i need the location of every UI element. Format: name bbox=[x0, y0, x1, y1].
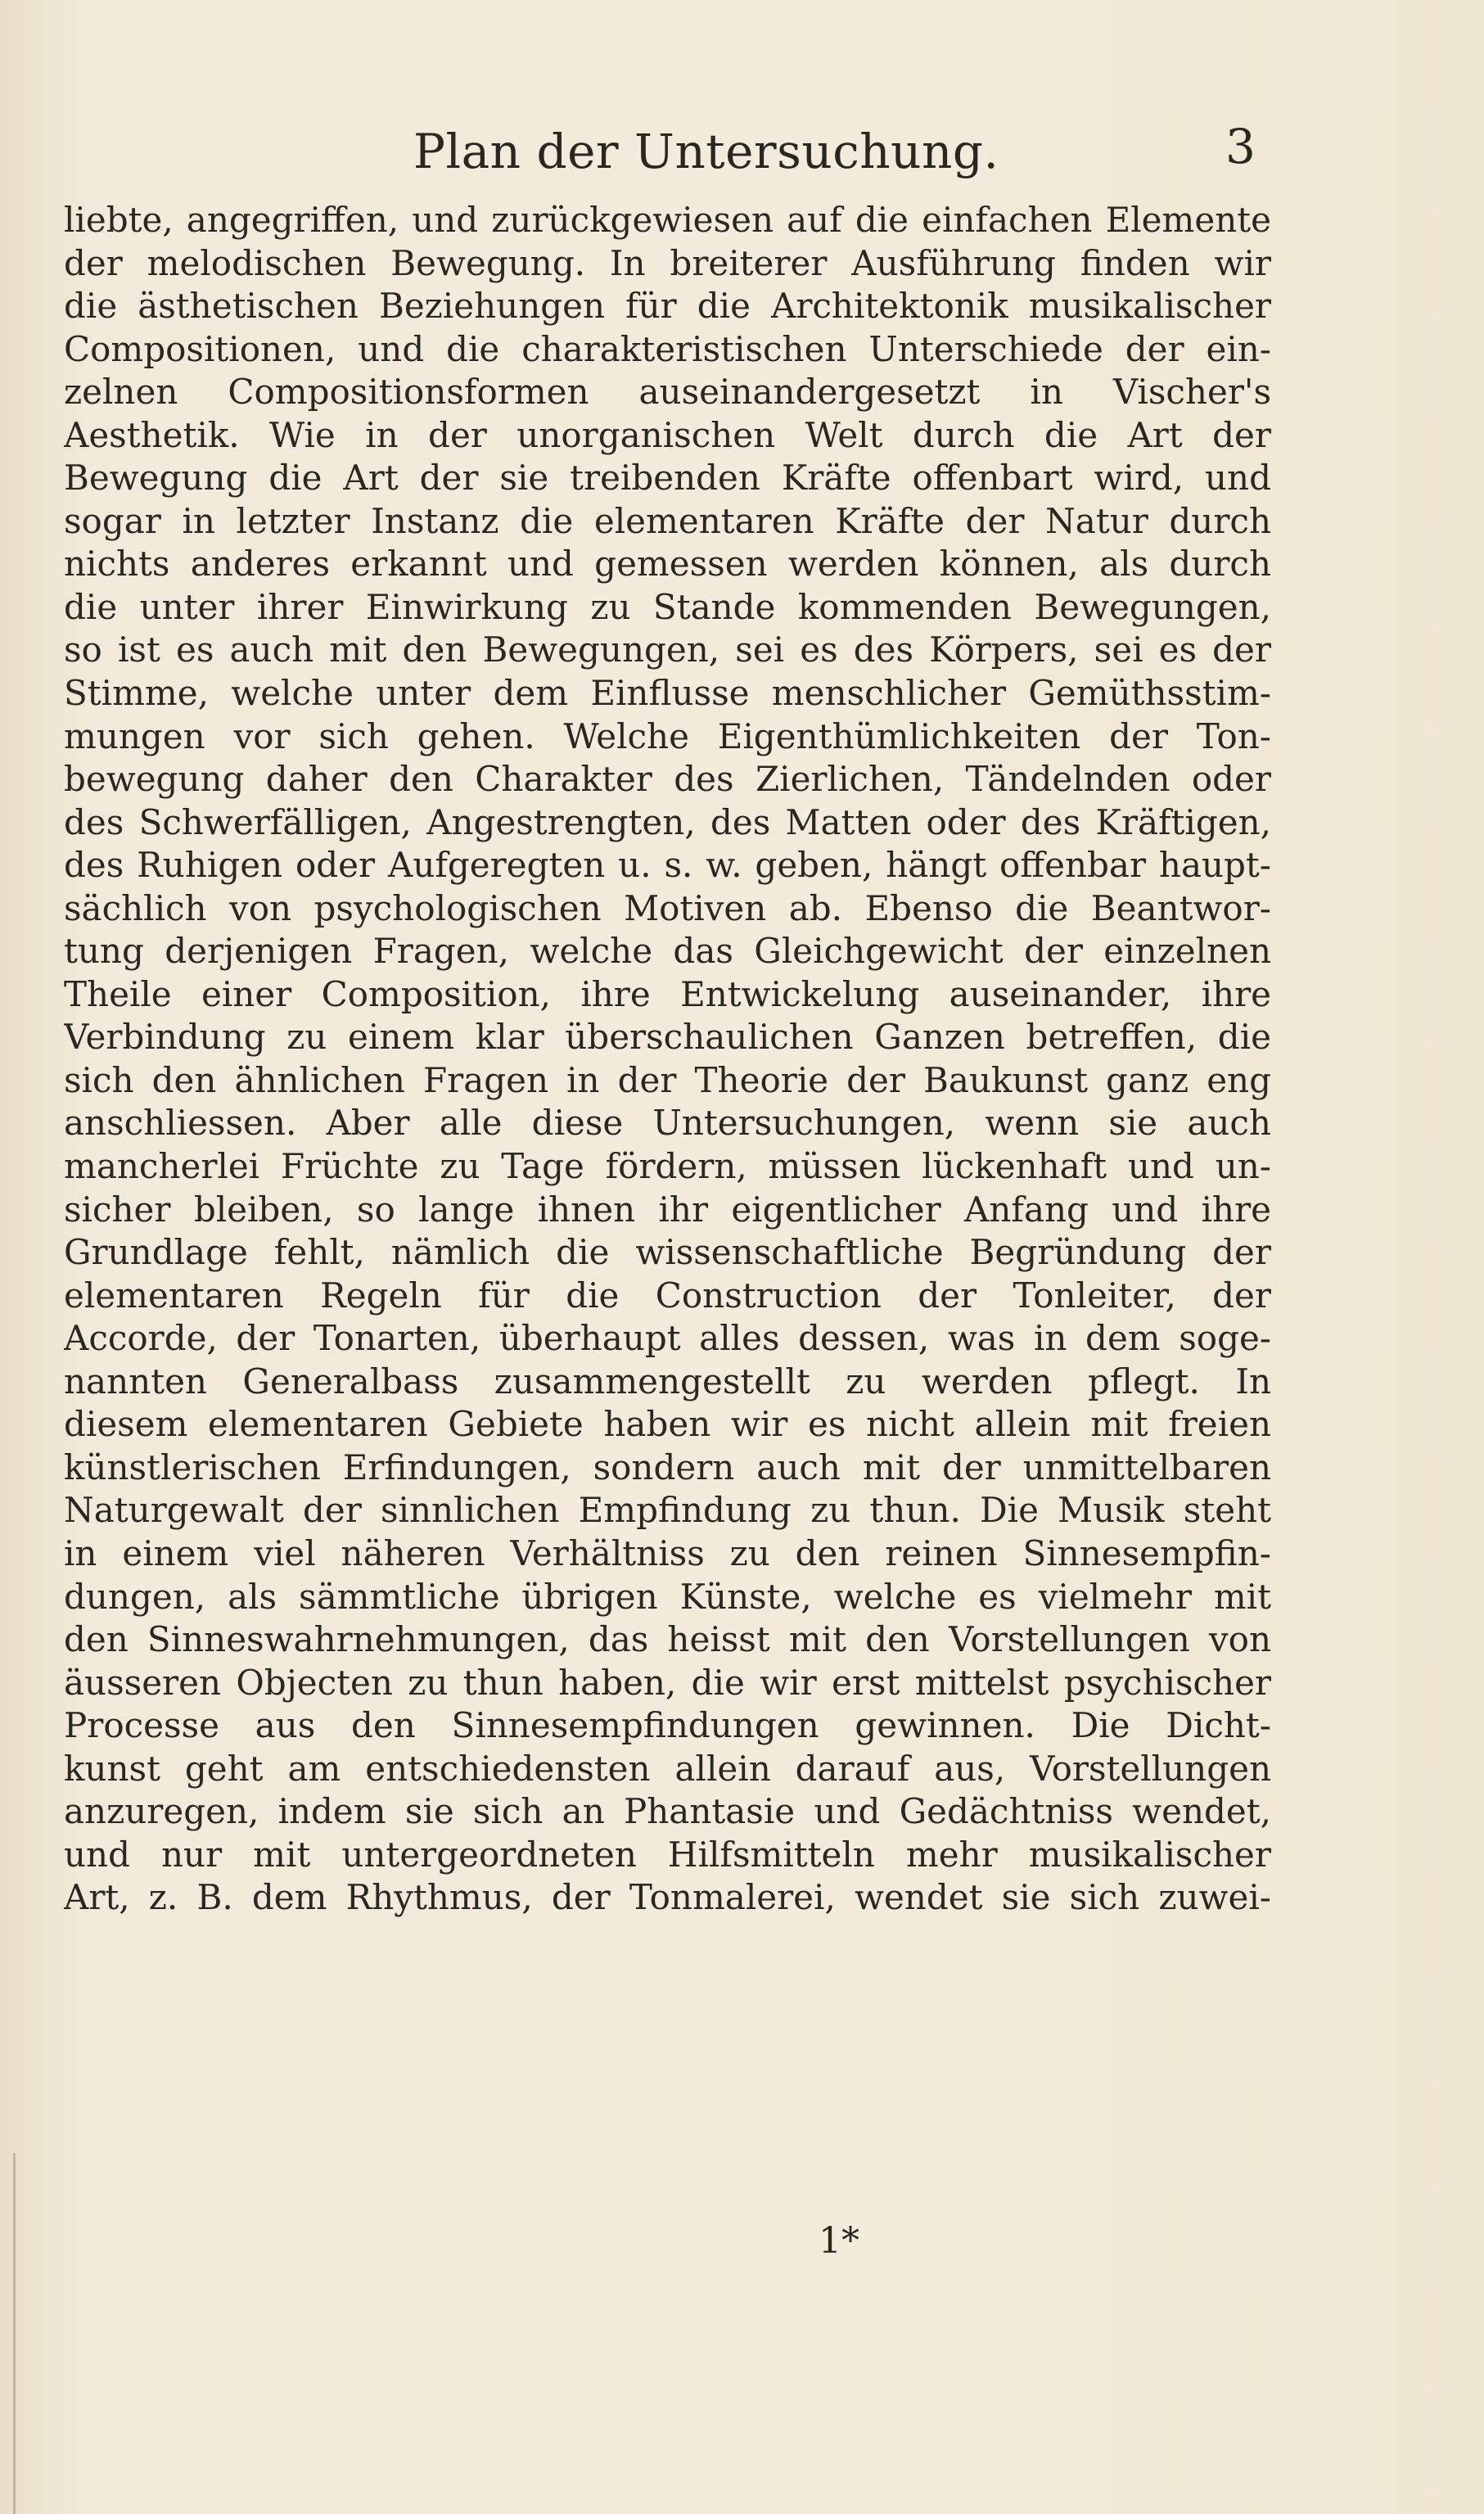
text-line: nannten Generalbass zusammengestellt zu werden pflegt. In bbox=[64, 1361, 1271, 1401]
text-line: sächlich von psychologischen Motiven ab. Ebenso die Beantwor- bbox=[64, 887, 1271, 928]
text-line: in einem viel näheren Verhältniss zu den reinen Sinnesempfin- bbox=[64, 1532, 1271, 1573]
text-line: sicher bleiben, so lange ihnen ihr eigentlicher Anfang und ihre bbox=[64, 1189, 1271, 1230]
text-line: Grundlage fehlt, nämlich die wissenschaftliche Begründung der bbox=[64, 1232, 1271, 1273]
text-line: mungen vor sich gehen. Welche Eigenthümlichkeiten der Ton- bbox=[64, 715, 1271, 756]
text-line: Art, z. B. dem Rhythmus, der Tonmalerei, wendet sie sich zuwei- bbox=[64, 1877, 1271, 1918]
page-header bbox=[0, 119, 1484, 188]
text-line: dungen, als sämmtliche übrigen Künste, welche es vielmehr mit bbox=[64, 1576, 1271, 1617]
text-line: sogar in letzter Instanz die elementaren Kräfte der Natur durch bbox=[64, 500, 1271, 541]
text-line: Verbindung zu einem klar überschaulichen Ganzen betreffen, die bbox=[64, 1017, 1271, 1058]
text-line: Compositionen, und die charakteristischen Unterschiede der ein- bbox=[64, 328, 1271, 369]
text-line: äusseren Objecten zu thun haben, die wir erst mittelst psychischer bbox=[64, 1662, 1271, 1703]
text-line: die unter ihrer Einwirkung zu Stande kommenden Bewegungen, bbox=[64, 586, 1271, 627]
text-line: der melodischen Bewegung. In breiterer Ausführung finden wir bbox=[64, 242, 1271, 283]
text-line: bewegung daher den Charakter des Zierlichen, Tändelnden oder bbox=[64, 759, 1271, 800]
text-line: Naturgewalt der sinnlichen Empfindung zu thun. Die Musik steht bbox=[64, 1490, 1271, 1531]
text-line: nichts anderes erkannt und gemessen werden können, als durch bbox=[64, 544, 1271, 584]
text-line: elementaren Regeln für die Construction der Tonleiter, der bbox=[64, 1275, 1271, 1316]
running-title: Plan der Untersuchung. bbox=[413, 124, 999, 179]
text-line: Stimme, welche unter dem Einflusse menschlicher Gemüthsstim- bbox=[64, 673, 1271, 714]
text-line: mancherlei Früchte zu Tage fördern, müssen lückenhaft und un- bbox=[64, 1146, 1271, 1187]
page-edge-line bbox=[13, 2153, 16, 2514]
text-line: den Sinneswahrnehmungen, das heisst mit den Vorstellungen von bbox=[64, 1619, 1271, 1660]
text-line: sich den ähnlichen Fragen in der Theorie der Baukunst ganz eng bbox=[64, 1059, 1271, 1100]
text-line: künstlerischen Erfindungen, sondern auch mit der unmittelbaren bbox=[64, 1447, 1271, 1487]
text-line: Bewegung die Art der sie treibenden Kräfte offenbart wird, und bbox=[64, 458, 1271, 499]
text-line: des Schwerfälligen, Angestrengten, des Matten oder des Kräftigen, bbox=[64, 801, 1271, 842]
text-line: liebte, angegriffen, und zurückgewiesen auf die einfachen Elemente bbox=[64, 200, 1271, 240]
text-line: des Ruhigen oder Aufgeregten u. s. w. geben, hängt offenbar haupt- bbox=[64, 845, 1271, 886]
text-line: Theile einer Composition, ihre Entwickelung auseinander, ihre bbox=[64, 973, 1271, 1014]
page-number: 3 bbox=[1225, 119, 1256, 174]
text-line: anschliessen. Aber alle diese Untersuchungen, wenn sie auch bbox=[64, 1103, 1271, 1144]
text-line: tung derjenigen Fragen, welche das Gleichgewicht der einzelnen bbox=[64, 931, 1271, 972]
signature-mark: 1* bbox=[819, 2220, 859, 2262]
body-paragraph bbox=[64, 199, 1271, 1920]
text-line: und nur mit untergeordneten Hilfsmitteln mehr musikalischer bbox=[64, 1834, 1271, 1875]
text-line: zelnen Compositionsformen auseinandergesetzt in Vischer's bbox=[64, 372, 1271, 413]
text-line: kunst geht am entschiedensten allein darauf aus, Vorstellungen bbox=[64, 1748, 1271, 1789]
text-line: so ist es auch mit den Bewegungen, sei es des Körpers, sei es der bbox=[64, 630, 1271, 670]
text-line: Processe aus den Sinnesempfindungen gewinnen. Die Dicht- bbox=[64, 1705, 1271, 1746]
text-line: Accorde, der Tonarten, überhaupt alles dessen, was in dem soge- bbox=[64, 1318, 1271, 1359]
text-line: die ästhetischen Beziehungen für die Architektonik musikalischer bbox=[64, 286, 1271, 327]
text-line: anzuregen, indem sie sich an Phantasie und Gedächtniss wendet, bbox=[64, 1791, 1271, 1832]
text-line: diesem elementaren Gebiete haben wir es nicht allein mit freien bbox=[64, 1404, 1271, 1445]
text-line: Aesthetik. Wie in der unorganischen Welt durch die Art der bbox=[64, 414, 1271, 455]
